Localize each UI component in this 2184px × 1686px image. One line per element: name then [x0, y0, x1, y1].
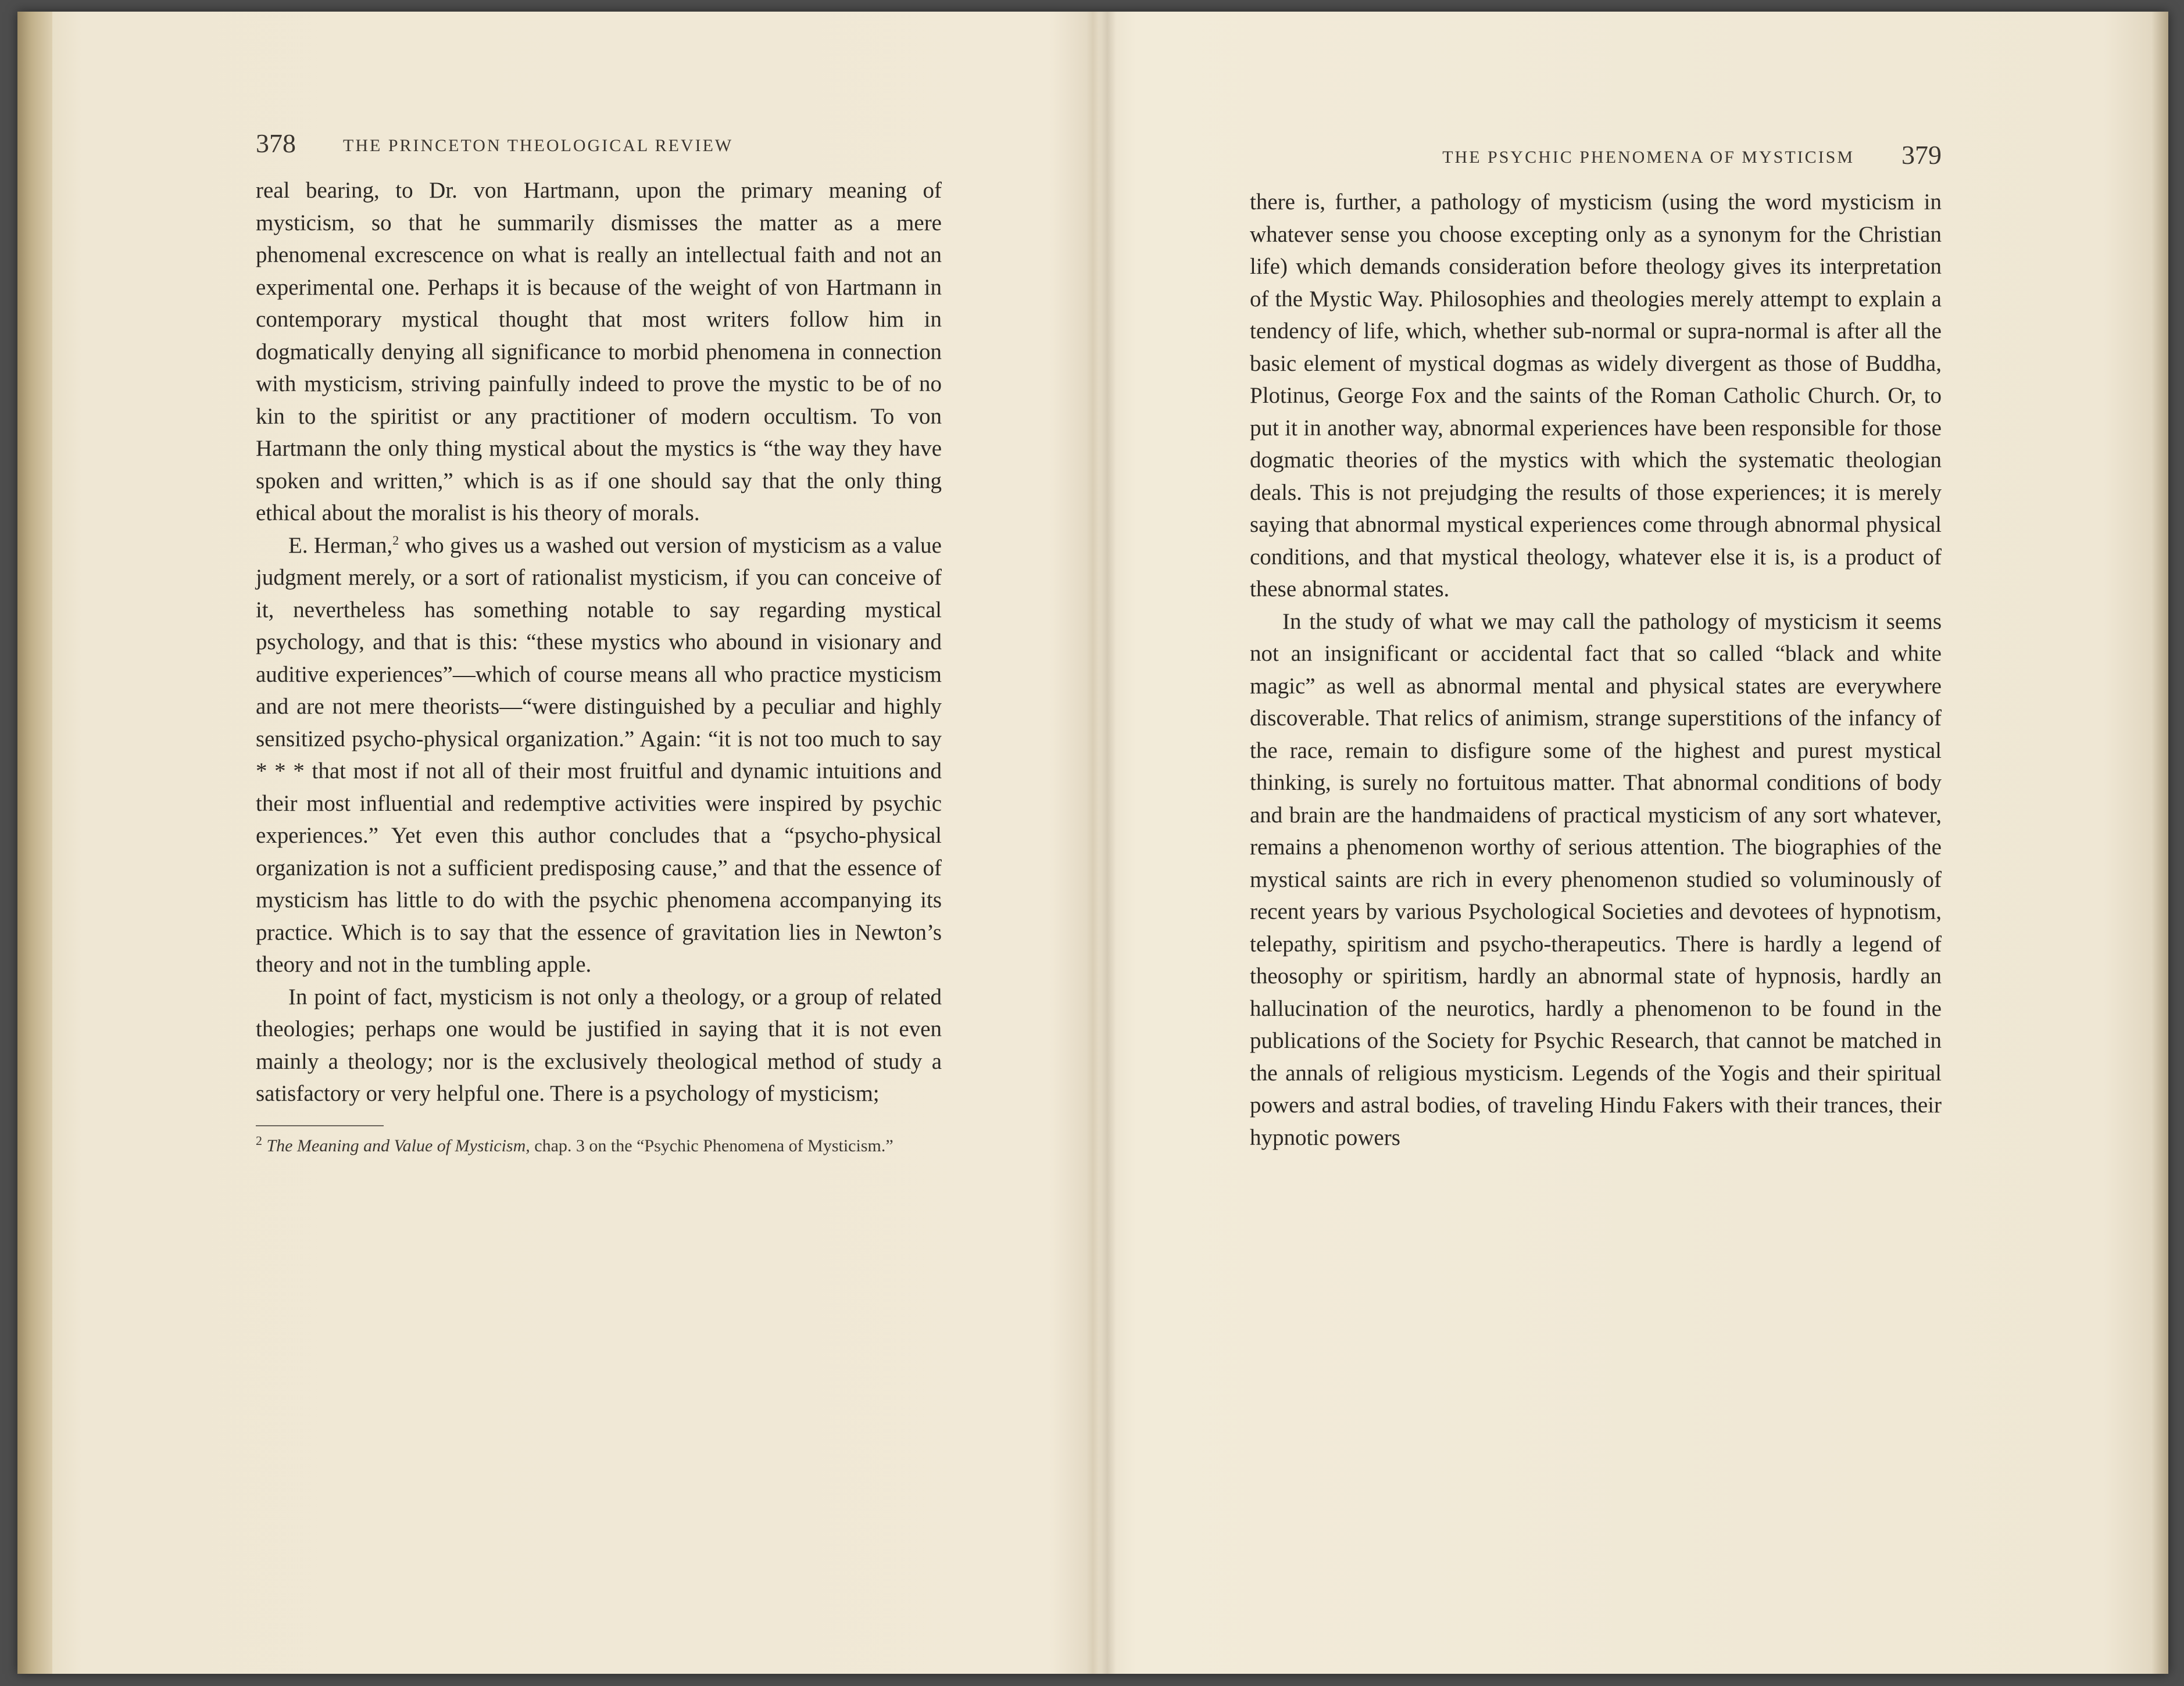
running-head: THE PSYCHIC PHENOMENA OF MYSTICISM — [1442, 148, 1854, 167]
paragraph-text: E. Herman, — [288, 532, 393, 558]
page-edge-left — [17, 12, 52, 1674]
page-edge-right — [2152, 12, 2168, 1674]
footnote-rule — [256, 1125, 384, 1126]
footnote-number: 2 — [256, 1133, 262, 1148]
paragraph: In point of fact, mysticism is not only a theology, or a group of related theologies; perhaps one would be justified in saying that it is not even mainly a theology; nor is the exclusively theological method of study a satisfactory or very helpful one. There is a psychology of mysticism; — [256, 984, 942, 1106]
left-page-body — [256, 174, 942, 1110]
footnote-marker: 2 — [392, 532, 399, 547]
paragraph: real bearing, to Dr. von Hartmann, upon the primary meaning of mysticism, so that he summarily dismisses the matter as a mere phenomenal excrescence on what is really an intellectual faith and not an experimental one. Perhaps it is because of the weight of von Hartmann in contemporary mystical thought that most writers follow him in dogmatically denying all significance to morbid phenomena in connection with mysticism, striving painfully indeed to prove the mystic to be of no kin to the spiritist or any practitioner of modern occultism. To von Hartmann the only thing mystical about the mystics is “the way they have spoken and written,” which is as if one should say that the only thing ethical about the moralist is his theory of morals. — [256, 178, 942, 525]
footnote-title: The Meaning and Value of Mysticism, — [266, 1136, 530, 1155]
left-page-header — [256, 128, 942, 174]
page-number: 378 — [256, 128, 296, 158]
paragraph: there is, further, a pathology of mysticism (using the word mysticism in whatever sense you choose excepting only as a synonym for the Christian life) which demands consideration before theology gives its interpretation of the Mystic Way. Philosophies and theologies merely attempt to explain a tendency of life, which, whether sub-normal or supra-normal is after all the basic element of mystical dogmas as widely divergent as those of Buddha, Plotinus, George Fox and the saints of the Roman Catholic Church. Or, to put it in another way, abnormal experiences have been responsible for those dogmatic theories of the mystics with which the systematic theologian deals. This is not prejudging the results of those experiences; it is merely saying that abnormal mystical experiences come through abnormal physical conditions, and that mystical theology, whatever else it is, is a product of these abnormal states. — [1250, 189, 1942, 602]
book-gutter — [1099, 12, 1116, 1674]
right-page-header — [1250, 139, 1942, 186]
right-page-body — [1250, 186, 1942, 1154]
right-page — [1250, 139, 1942, 1154]
footnote — [256, 1133, 942, 1159]
left-page — [256, 128, 942, 1159]
paragraph-text: who gives us a washed out version of mysticism as a value judgment merely, or a sort of rationalist mysticism, if you can conceive of it, nevertheless has something notable to say regarding mystical psychology, and that is this: “these mystics who abound in visionary and auditive experiences”—which of course means all who practice mysticism and are not mere theorists—“were distinguished by a peculiar and highly sensitized psycho-physical organization.” Again: “it is not too much to say * * * that most if not all of their most fruitful and dynamic intuitions and their most influential and redemptive activities were inspired by psychic experiences.” Yet even this author concludes that a “psycho-physical organization is not a sufficient predisposing cause,” and that the essence of mysticism has little to do with the psychic phenomena accompanying its practice. Which is to say that the essence of gravitation lies in Newton’s theory and not in the tumbling apple. — [256, 532, 942, 977]
paragraph — [256, 529, 942, 981]
paragraph: In the study of what we may call the pathology of mysticism it seems not an insignificant or accidental fact that so called “black and white magic” as well as abnormal mental and physical states are everywhere discoverable. That relics of animism, strange superstitions of the infancy of the race, remain to disfigure some of the highest and purest mystical thinking, is surely no fortuitous matter. That abnormal conditions of body and brain are the handmaidens of practical mysticism of any sort whatever, remains a phenomenon worthy of serious attention. The biographies of the mystical saints are rich in every phenomenon studied so voluminously of recent years by various Psychological Societies and devotees of hypnotism, telepathy, spiritism and psycho-therapeutics. There is hardly a legend of theosophy or spiritism, hardly an abnormal state of hypnosis, hardly an hallucination of the neurotics, hardly a phenomenon to be found in the publications of the Society for Psychic Research, that cannot be matched in the annals of religious mysticism. Legends of the Yogis and their spiritual powers and astral bodies, of traveling Hindu Fakers with their trances, their hypnotic powers — [1250, 608, 1942, 1150]
page-number: 379 — [1901, 140, 1942, 170]
footnote-text: chap. 3 on the “Psychic Phenomena of Mysticism.” — [530, 1136, 893, 1155]
running-head: THE PRINCETON THEOLOGICAL REVIEW — [343, 136, 734, 155]
